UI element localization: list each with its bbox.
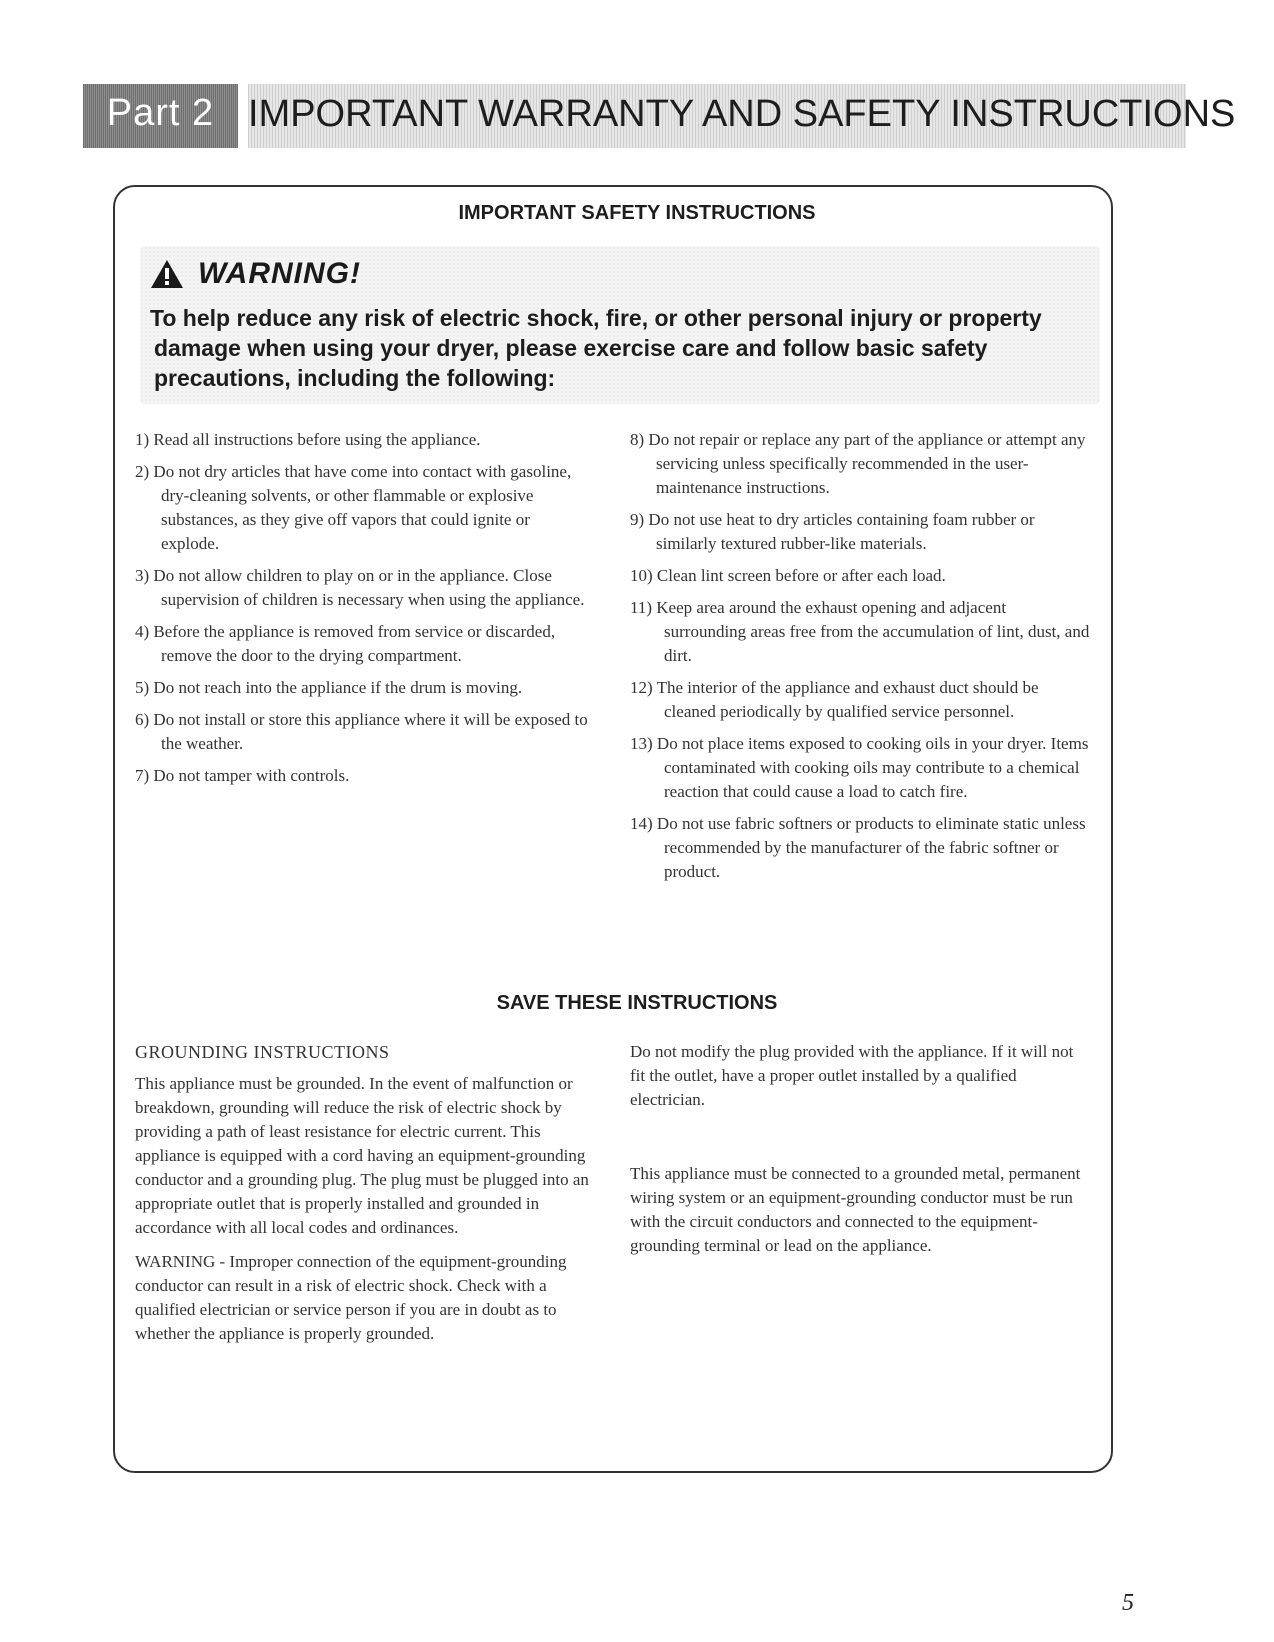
page-title-box	[248, 84, 1236, 148]
instruction-item: 4) Before the appliance is removed from service or discarded, remove the door to the drying compartment.	[135, 622, 556, 665]
instruction-item: 10) Clean lint screen before or after each load.	[630, 566, 946, 585]
warning-heading	[150, 254, 361, 294]
grounding-heading: GROUNDING INSTRUCTIONS	[135, 1042, 390, 1062]
grounding-left-column	[135, 1040, 590, 1356]
instruction-item: 14) Do not use fabric softners or products to eliminate static unless recommended by the manufacturer of the fabric softner or product.	[630, 814, 1086, 881]
warning-line-3: precautions, including the following:	[154, 365, 556, 391]
instructions-right-column	[630, 428, 1090, 892]
grounding-right-column	[630, 1040, 1090, 1268]
warning-line-1: To help reduce any risk of electric shock, fire, or other personal injury or property	[150, 305, 1042, 331]
instruction-item: 12) The interior of the appliance and exhaust duct should be cleaned periodically by qualified service personnel.	[630, 678, 1039, 721]
page-number: 5	[1122, 1590, 1134, 1616]
save-instructions-title: SAVE THESE INSTRUCTIONS	[496, 992, 778, 1014]
plug-paragraph: Do not modify the plug provided with the appliance. If it will not fit the outlet, have a proper outlet installed by a qualified electrician.	[630, 1042, 1074, 1109]
page-title: IMPORTANT WARRANTY AND SAFETY INSTRUCTIONS	[248, 93, 1236, 135]
instruction-item: 7) Do not tamper with controls.	[135, 766, 350, 785]
instruction-item: 8) Do not repair or replace any part of the appliance or attempt any servicing unless specifically recommended in the user-maintenance instructions.	[630, 430, 1086, 497]
grounding-warning-paragraph: WARNING - Improper connection of the equipment-grounding conductor can result in a risk of electric shock. Check with a qualified electrician or service person if you are in doubt as to whether the appliance is properly grounded.	[135, 1252, 567, 1343]
instruction-item: 11) Keep area around the exhaust opening and adjacent surrounding areas free from the accumulation of lint, dust, and dirt.	[630, 598, 1090, 665]
instruction-item: 13) Do not place items exposed to cooking oils in your dryer. Items contaminated with cooking oils may contribute to a chemical reaction that could cause a load to catch fire.	[630, 734, 1089, 801]
instruction-item: 9) Do not use heat to dry articles containing foam rubber or similarly textured rubber-like materials.	[630, 510, 1035, 553]
instruction-item: 3) Do not allow children to play on or in the appliance. Close supervision of children is necessary when using the appliance.	[135, 566, 585, 609]
grounding-paragraph: This appliance must be grounded. In the event of malfunction or breakdown, grounding will reduce the risk of electric shock by providing a path of least resistance for electric current. This appliance is equipped with a cord having an equipment-grounding conductor and a grounding plug. The plug must be plugged into an appropriate outlet that is properly installed and grounded in accordance with all local codes and ordinances.	[135, 1074, 589, 1237]
warning-line-2: damage when using your dryer, please exercise care and follow basic safety	[154, 335, 988, 361]
instructions-left-column	[135, 428, 590, 796]
instruction-item: 5) Do not reach into the appliance if the drum is moving.	[135, 678, 523, 697]
warning-triangle-icon	[150, 259, 184, 289]
part-label: Part 2	[106, 92, 215, 134]
warning-title: WARNING!	[198, 257, 361, 290]
section-title: IMPORTANT SAFETY INSTRUCTIONS	[458, 202, 816, 224]
instruction-item: 6) Do not install or store this appliance where it will be exposed to the weather.	[135, 710, 588, 753]
wiring-paragraph: This appliance must be connected to a grounded metal, permanent wiring system or an equipment-grounding conductor must be run with the circuit conductors and connected to the equipment-grounding terminal or lead on the appliance.	[630, 1164, 1081, 1255]
warning-text	[150, 303, 1070, 393]
header-band	[83, 84, 1236, 148]
part-label-box	[83, 84, 238, 148]
instruction-item: 2) Do not dry articles that have come into contact with gasoline, dry-cleaning solvents, or other flammable or explosive substances, as they give off vapors that could ignite or explode.	[135, 462, 572, 553]
instruction-item: 1) Read all instructions before using the appliance.	[135, 430, 481, 449]
